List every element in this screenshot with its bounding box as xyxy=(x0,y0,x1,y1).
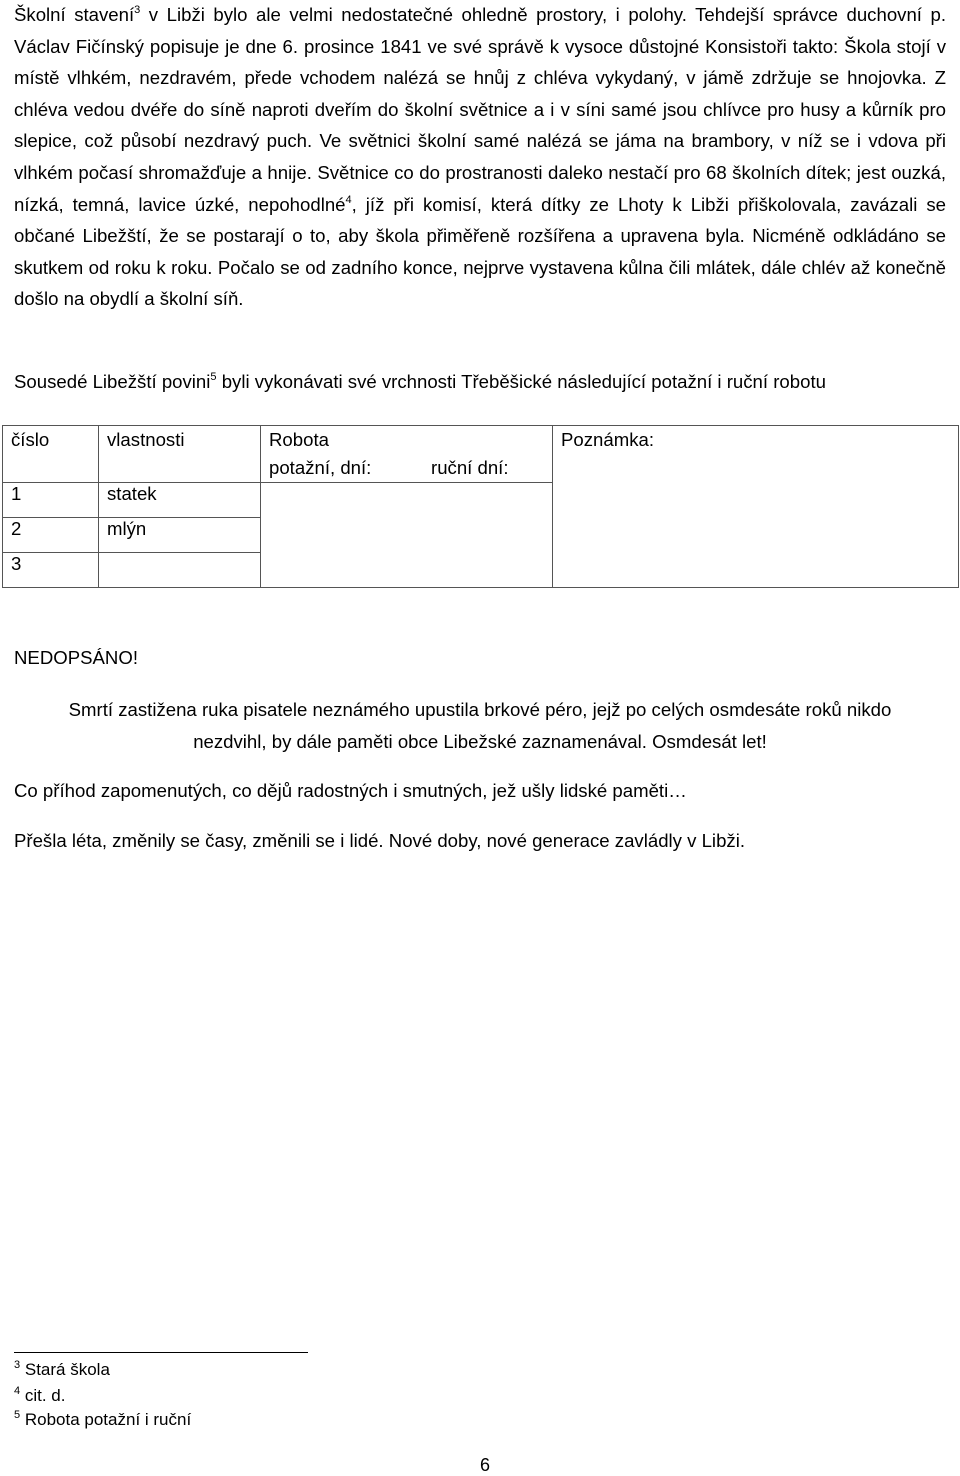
footnote-text: cit. d. xyxy=(24,1386,66,1405)
paragraph2-text-a: Sousedé Libežští povini xyxy=(14,371,211,392)
header-robota xyxy=(261,426,553,483)
header-cislo: číslo xyxy=(3,426,99,483)
paragraph2-text-b: byli vykonávati své vrchnosti Třeběšické následující potažní i ruční robotu xyxy=(216,371,826,392)
centered-line-1: Smrtí zastižena ruka pisatele neznámého upustila brkové péro, jejž po celých osmdesáte roků nikdo xyxy=(68,699,892,720)
paragraph1-text-b: v Libži bylo ale velmi nedostatečné ohledně prostory, i polohy. Tehdejší správce duchovní p. Václav Fičínský popisuje je dne 6. prosince 1841 ve své správě k vysoce důstojné Konsistoři takto: Škola stojí v místě vlhkém, nezdravém, přede vchodem nalézá se hnůj z chléva vykydaný, v jámě zdržuje se hnojovka. Z chléva vedou dvéře do síně naproti dveřím do školní světnice a i v síni samé jsou chlívce pro husy a kůrník pro slepice, což působí nezdravý puch. Ve světnici školní samé nalézá se jáma na brambory, v níž se i vdova při vlhkém počasí shromažďuje a hnije. Světnice co do prostranosti daleko nestačí pro 68 školních dítek; jest ouzká, nízká, temná, lavice úzké, nepohodlné xyxy=(14,4,946,215)
header-rucni: ruční dní: xyxy=(431,457,509,478)
header-poznamka: Poznámka: xyxy=(553,426,959,588)
cell-vlastnosti: mlýn xyxy=(99,518,261,553)
footnote-ref-4: 4 xyxy=(345,193,352,206)
cell-cislo: 2 xyxy=(3,518,99,553)
footnote-text: Robota potažní i ruční xyxy=(24,1410,192,1429)
text-line-prihod: Co příhod zapomenutých, co dějů radostných i smutných, jež ušly lidské paměti… xyxy=(14,780,687,801)
text-line-presla: Přešla léta, změnily se časy, změnili se i lidé. Nové doby, nové generace zavládly v Libži. xyxy=(14,830,746,851)
header-robota-label: Robota xyxy=(269,429,329,450)
paragraph1-text-a: Školní stavení xyxy=(14,4,135,25)
footnote-separator xyxy=(14,1352,308,1353)
footnote-3 xyxy=(14,1360,110,1380)
robota-table xyxy=(2,425,959,588)
header-potazni: potažní, dní: xyxy=(269,457,372,478)
footnote-ref-5: 5 xyxy=(210,371,217,383)
centered-line-2: nezdvihl, by dále paměti obce Libežské zaznamenával. Osmdesát let! xyxy=(193,731,767,752)
table-header-row xyxy=(3,426,959,483)
footnote-4 xyxy=(14,1386,65,1406)
footnote-ref-3: 3 xyxy=(134,4,141,16)
footnote-5 xyxy=(14,1410,191,1430)
cell-vlastnosti xyxy=(99,553,261,588)
cell-vlastnosti: statek xyxy=(99,483,261,518)
paragraph-robota-intro xyxy=(14,366,946,398)
paragraph1-text-c: , jíž při komisí, která dítky ze Lhoty k Libži přiškolovala, zavázali se občané Libežští, že se postarají o to, aby škola přiměřeně rozšířena a upravena byla. Nicméně odkládáno se skutkem od roku k roku. Počalo se od zadního konce, nejprve vystavena kůlna čili mlátek, dále chlév až konečně došlo na obydlí a školní síň. xyxy=(14,193,946,310)
paragraph-school-description xyxy=(14,0,946,315)
cell-cislo: 1 xyxy=(3,483,99,518)
nedopsano-note: NEDOPSÁNO! xyxy=(14,647,138,668)
header-vlastnosti: vlastnosti xyxy=(99,426,261,483)
cell-robota-empty xyxy=(261,483,553,588)
page-number: 6 xyxy=(480,1455,491,1475)
header-robota-subheads xyxy=(269,454,552,482)
footnote-number: 3 xyxy=(14,1359,21,1371)
cell-cislo: 3 xyxy=(3,553,99,588)
footnote-text: Stará škola xyxy=(24,1360,110,1379)
footnote-number: 4 xyxy=(14,1385,21,1397)
centered-memorial-text xyxy=(14,694,946,758)
footnote-number: 5 xyxy=(14,1409,21,1421)
